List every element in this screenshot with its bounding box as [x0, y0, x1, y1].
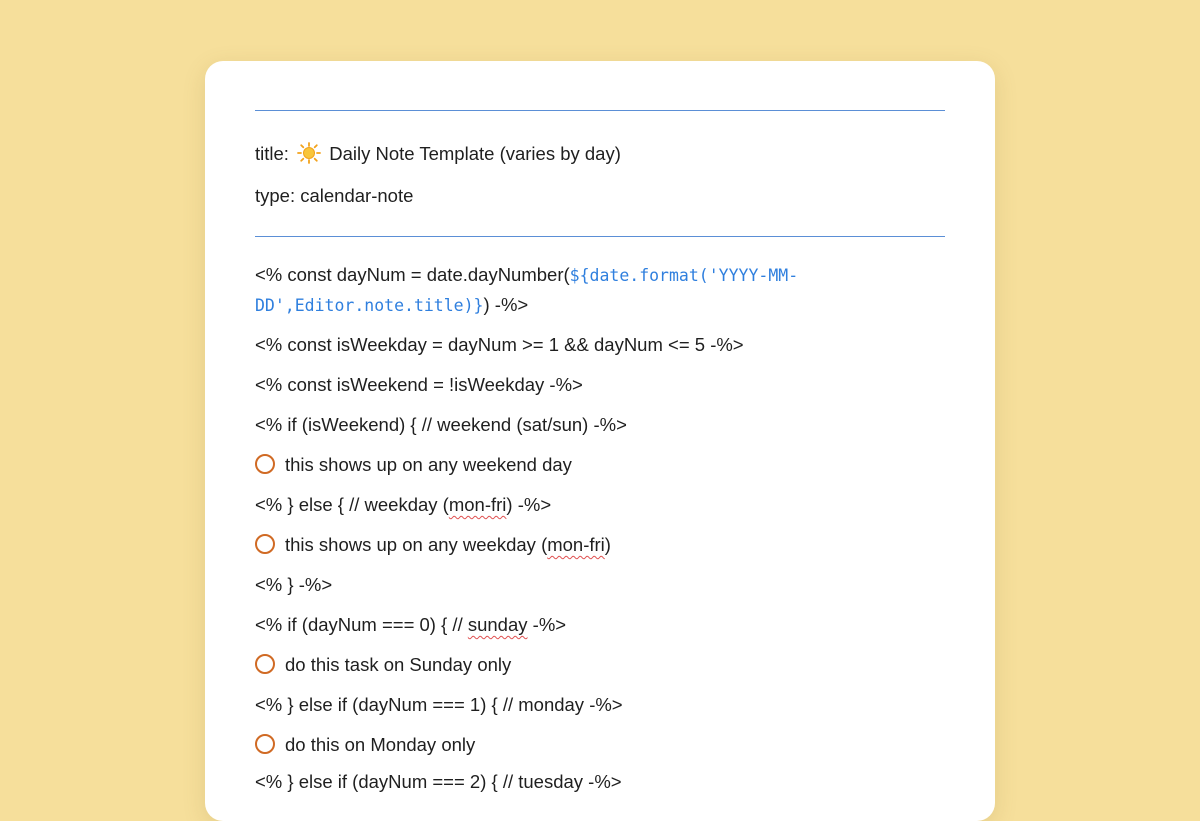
frontmatter-type-line[interactable]: type: calendar-note: [255, 185, 414, 206]
frontmatter-title-line[interactable]: [255, 141, 621, 167]
frontmatter-divider-bottom: [255, 236, 945, 237]
task-label[interactable]: this shows up on any weekday (mon-fri): [285, 534, 611, 555]
task-monday: [255, 732, 475, 758]
task-label[interactable]: this shows up on any weekend day: [285, 454, 572, 475]
task-checkbox[interactable]: [255, 734, 275, 754]
note-editor[interactable]: [255, 61, 945, 792]
template-line-if-weekend[interactable]: <% if (isWeekend) { // weekend (sat/sun) -%>: [255, 414, 627, 435]
note-card: [205, 61, 995, 821]
misspelled-word: mon-fri: [547, 534, 605, 555]
template-line-else-weekday[interactable]: [255, 492, 551, 518]
task-weekday: [255, 532, 611, 558]
task-weekend: [255, 452, 572, 478]
template-text: <% } else { // weekday (: [255, 494, 449, 515]
misspelled-word: mon-fri: [448, 494, 507, 515]
frontmatter-divider-top: [255, 110, 945, 111]
task-checkbox[interactable]: [255, 534, 275, 554]
task-label[interactable]: do this on Monday only: [285, 734, 476, 755]
task-sunday: [255, 652, 511, 678]
title-key: title:: [255, 143, 289, 164]
misspelled-word: sunday: [467, 614, 528, 635]
title-value: Daily Note Template (varies by day): [329, 143, 621, 164]
template-text: ) -%>: [506, 494, 552, 515]
template-text: -%>: [527, 614, 567, 635]
template-text: <% const dayNum = date.dayNumber(: [255, 264, 570, 285]
sun-icon: [296, 142, 322, 164]
template-line-if-monday[interactable]: <% } else if (dayNum === 1) { // monday -%>: [255, 694, 623, 715]
template-line-if-tuesday[interactable]: <% } else if (dayNum === 2) { // tuesday -%>: [255, 771, 622, 792]
task-label[interactable]: do this task on Sunday only: [285, 654, 512, 675]
template-line-isweekend[interactable]: <% const isWeekend = !isWeekday -%>: [255, 374, 583, 395]
template-text: ) -%>: [483, 293, 529, 315]
template-line-if-sunday[interactable]: [255, 612, 566, 638]
template-line-daynum[interactable]: [255, 261, 875, 320]
template-line-isweekday[interactable]: <% const isWeekday = dayNum >= 1 && dayNum <= 5 -%>: [255, 334, 744, 355]
task-checkbox[interactable]: [255, 454, 275, 474]
template-text: <% if (dayNum === 0) { //: [255, 614, 468, 635]
template-line-end-if[interactable]: <% } -%>: [255, 574, 333, 595]
inline-code: ${date.format('YYYY-MM-DD',Editor.note.title)}: [255, 266, 799, 315]
task-checkbox[interactable]: [255, 654, 275, 674]
